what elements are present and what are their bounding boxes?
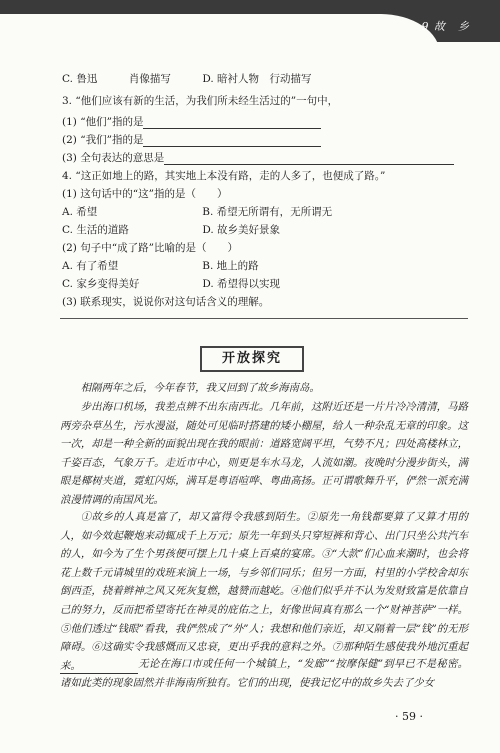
q4-sub-1-options-cd: C. 生活的道路 D. 故乡美好景象 <box>62 224 281 236</box>
answer-blank[interactable] <box>164 153 454 165</box>
q3-sub-2-text: (2) “我们”指的是 <box>62 134 144 146</box>
answer-blank[interactable] <box>143 135 321 147</box>
q3-stem: 3. “他们应该有新的生活，为我们所未经生活过的”一句中， <box>62 95 339 107</box>
answer-line[interactable] <box>60 318 468 319</box>
passage-paragraph-4-text: 无论在海口市或任何一个城镇上，“发廊”“按摩保健”到早已不是秘密。诸如此类的现象固然并非海南所独有。它们的出现，使我记忆中的故乡失去了少女 <box>60 658 468 689</box>
passage-paragraph-1: 相隔两年之后，今年春节，我又回到了故乡海南岛。 <box>80 382 320 394</box>
q4-sub-3: (3) 联系现实，说说你对这句话含义的理解。 <box>62 296 270 308</box>
q4-stem: 4. “这正如地上的路，其实地上本没有路，走的人多了，也便成了路。” <box>62 170 386 182</box>
header-curve <box>0 14 440 54</box>
q3-sub-3-text: (3) 全句表达的意思是 <box>62 152 165 164</box>
q4-sub-1: (1) 这句话中的“这”指的是（ ） <box>62 188 228 200</box>
q3-sub-1-text: (1) “他们”指的是 <box>62 116 144 128</box>
page-number: · 59 · <box>395 710 423 723</box>
q4-sub-2-options-ab: A. 有了希望 B. 地上的路 <box>62 260 259 272</box>
q4-sub-2: (2) 句子中“成了路”比喻的是（ ） <box>62 242 238 254</box>
q2-option-c: C. 鲁迅 肖像描写 D. 暗衬人物 行动描写 <box>62 73 312 85</box>
q4-sub-1-options-ab: A. 希望 B. 希望无所谓有，无所谓无 <box>62 206 333 218</box>
section-title: 开放探究 <box>200 346 304 372</box>
answer-blank[interactable] <box>143 117 321 129</box>
passage-paragraph-3: ①故乡的人真是富了，却又富得令我感到陌生。②原先一角钱都要算了又算才用的人，如今效起鞭炮来动辄成千上万元；原先一年到头只穿短裤和背心、出门只坐公共汽车的人，如今为了生个男孩便可摆上几十桌上百桌的宴席。③“大款”们心血来潮时，也会将花上数千元请城里的戏班来演上一场，与乡邻们同乐；但另一方面，村里的小学校舍却东倒西歪，挠着辫神之风又死灰复燃，越赞而越屹。④他们似乎并不认为发财致富是依靠自己的努力，反而把希望寄托在神灵的庇佑之上，好像世间真有那么一个“财神菩萨”一样。⑤他们透过“钱眼”看我，我俨然成了“外”人；我想和他们亲近，却又隔着一层“钱”的无形障碍。⑥这确实令我感慨而又忠衰，更出乎我的意料之外。⑦那种陌生感使我外地沉重起来。 <box>60 511 468 672</box>
passage-paragraph-2: 步出海口机场，我差点辨不出东南西北。几年前，这附近还是一片片冷冷清清，马路两旁杂草丛生，污水漫溢，随处可见临时搭建的矮小棚屋，给人一种杂乱无章的印象。这一次，却是一种全新的面貌出现在我的眼前：道路宽阔平坦，气势不凡；四处高楼林立，千姿百态，气象万千。走近市中心，则更是车水马龙，人流如潮。夜晚时分漫步街头，满眼是椰树夹道，霓虹闪烁，满耳是粤语喧哗、粤曲高扬。正可谓歌舞升平，俨然一派充满浪漫情调的南国风光。 <box>60 401 468 506</box>
q4-sub-2-options-cd: C. 家乡变得美好 D. 希望得以实现 <box>62 278 281 290</box>
passage-blank[interactable] <box>60 661 138 674</box>
passage-paragraph-4 <box>60 655 468 692</box>
running-head: 9 故 乡 <box>421 20 470 33</box>
q3-sub-3 <box>62 152 454 165</box>
q3-sub-1 <box>62 116 321 129</box>
q3-sub-2 <box>62 134 321 147</box>
